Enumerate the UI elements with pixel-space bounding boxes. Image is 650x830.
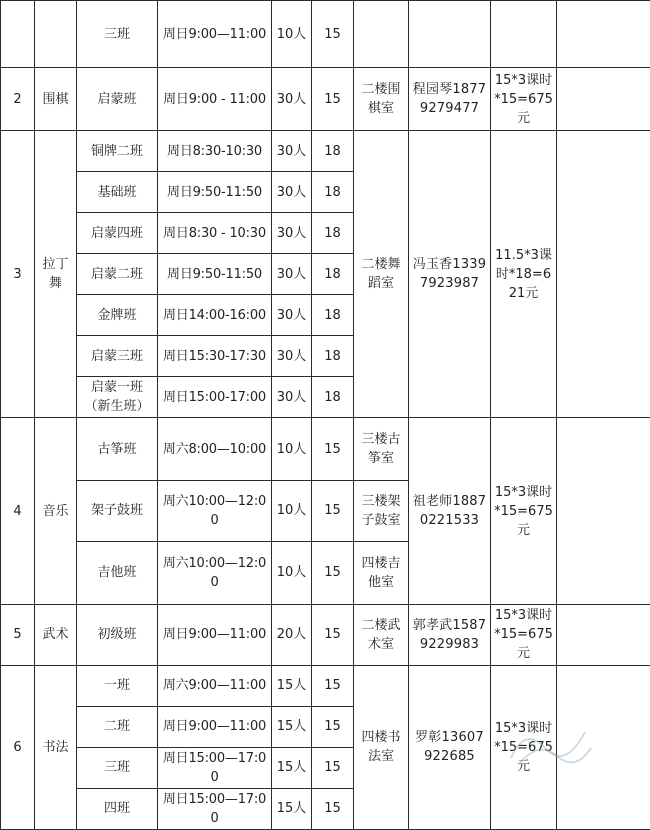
class-capacity: 30人 (272, 131, 312, 172)
room: 二楼围棋室 (354, 68, 409, 131)
category: 书法 (35, 665, 77, 829)
class-hours: 18 (312, 377, 354, 418)
fee: 15*3课时*15=675元 (491, 418, 557, 604)
class-time: 周六8:00—10:00 (158, 418, 272, 480)
room: 三楼架子鼓室 (354, 480, 409, 541)
table-row (1, 604, 650, 665)
class-hours: 18 (312, 213, 354, 254)
class-time: 周日15:00-17:00 (158, 377, 272, 418)
class-hours: 15 (312, 788, 354, 829)
class-name: 启蒙二班 (77, 254, 158, 295)
class-time: 周日9:50-11:50 (158, 172, 272, 213)
class-hours: 15 (312, 68, 354, 131)
contact: 程园琴18779279477 (409, 68, 491, 131)
room: 三楼古筝室 (354, 418, 409, 480)
contact: 冯玉香13397923987 (409, 131, 491, 418)
class-time: 周日15:00—17:00 (158, 788, 272, 829)
room: 二楼武术室 (354, 604, 409, 665)
class-capacity: 10人 (272, 418, 312, 480)
contact (409, 1, 491, 68)
class-capacity: 10人 (272, 541, 312, 604)
class-name: 三班 (77, 1, 158, 68)
class-name: 架子鼓班 (77, 480, 158, 541)
class-hours: 15 (312, 604, 354, 665)
class-time: 周日9:00—11:00 (158, 706, 272, 747)
class-time: 周日9:00 - 11:00 (158, 68, 272, 131)
class-time: 周六9:00—11:00 (158, 665, 272, 706)
class-capacity: 20人 (272, 604, 312, 665)
class-time: 周日14:00-16:00 (158, 295, 272, 336)
fee (491, 1, 557, 68)
row-number (1, 1, 35, 68)
class-name: 基础班 (77, 172, 158, 213)
row-number: 6 (1, 665, 35, 829)
class-time: 周日9:00—11:00 (158, 604, 272, 665)
class-hours: 18 (312, 254, 354, 295)
fee: 15*3课时*15=675元 (491, 604, 557, 665)
contact: 罗彰13607922685 (409, 665, 491, 829)
class-name: 古筝班 (77, 418, 158, 480)
room (354, 1, 409, 68)
room: 二楼舞蹈室 (354, 131, 409, 418)
class-capacity: 15人 (272, 788, 312, 829)
class-capacity: 15人 (272, 665, 312, 706)
class-hours: 15 (312, 747, 354, 788)
note (557, 68, 650, 131)
class-time: 周日8:30 - 10:30 (158, 213, 272, 254)
class-name: 启蒙一班（新生班） (77, 377, 158, 418)
class-time: 周日15:00—17:00 (158, 747, 272, 788)
class-name: 铜牌二班 (77, 131, 158, 172)
room: 四楼书法室 (354, 665, 409, 829)
category: 围棋 (35, 68, 77, 131)
fee: 15*3课时*15=675元 (491, 665, 557, 829)
fee: 11.5*3课时*18=621元 (491, 131, 557, 418)
class-time: 周日9:00—11:00 (158, 1, 272, 68)
contact: 郭孝武15879229983 (409, 604, 491, 665)
table-row (1, 1, 650, 68)
class-name: 四班 (77, 788, 158, 829)
class-capacity: 30人 (272, 172, 312, 213)
class-hours: 15 (312, 541, 354, 604)
class-capacity: 15人 (272, 747, 312, 788)
note (557, 1, 650, 68)
class-capacity: 30人 (272, 336, 312, 377)
note (557, 665, 650, 829)
class-time: 周六10:00—12:00 (158, 541, 272, 604)
table-row (1, 665, 650, 706)
row-number: 2 (1, 68, 35, 131)
row-number: 5 (1, 604, 35, 665)
class-hours: 18 (312, 131, 354, 172)
class-hours: 15 (312, 480, 354, 541)
class-time: 周日9:50-11:50 (158, 254, 272, 295)
row-number: 3 (1, 131, 35, 418)
contact: 祖老师18870221533 (409, 418, 491, 604)
class-name: 一班 (77, 665, 158, 706)
class-time: 周日15:30-17:30 (158, 336, 272, 377)
note (557, 418, 650, 604)
class-name: 启蒙四班 (77, 213, 158, 254)
note (557, 604, 650, 665)
class-capacity: 30人 (272, 213, 312, 254)
class-hours: 15 (312, 665, 354, 706)
class-hours: 18 (312, 336, 354, 377)
class-hours: 15 (312, 1, 354, 68)
class-capacity: 30人 (272, 254, 312, 295)
category: 音乐 (35, 418, 77, 604)
row-number: 4 (1, 418, 35, 604)
class-capacity: 30人 (272, 68, 312, 131)
class-time: 周六10:00—12:00 (158, 480, 272, 541)
category (35, 1, 77, 68)
class-name: 吉他班 (77, 541, 158, 604)
class-hours: 18 (312, 172, 354, 213)
class-time: 周日8:30-10:30 (158, 131, 272, 172)
fee: 15*3课时*15=675元 (491, 68, 557, 131)
category: 武术 (35, 604, 77, 665)
class-name: 金牌班 (77, 295, 158, 336)
class-hours: 15 (312, 706, 354, 747)
room: 四楼吉他室 (354, 541, 409, 604)
class-hours: 15 (312, 418, 354, 480)
table-row (1, 418, 650, 480)
class-capacity: 15人 (272, 706, 312, 747)
class-capacity: 10人 (272, 480, 312, 541)
note (557, 131, 650, 418)
class-capacity: 30人 (272, 377, 312, 418)
table-row (1, 131, 650, 172)
class-capacity: 10人 (272, 1, 312, 68)
class-name: 启蒙三班 (77, 336, 158, 377)
class-name: 初级班 (77, 604, 158, 665)
class-name: 三班 (77, 747, 158, 788)
class-name: 启蒙班 (77, 68, 158, 131)
class-name: 二班 (77, 706, 158, 747)
class-hours: 18 (312, 295, 354, 336)
class-capacity: 30人 (272, 295, 312, 336)
table-row (1, 68, 650, 131)
category: 拉丁舞 (35, 131, 77, 418)
